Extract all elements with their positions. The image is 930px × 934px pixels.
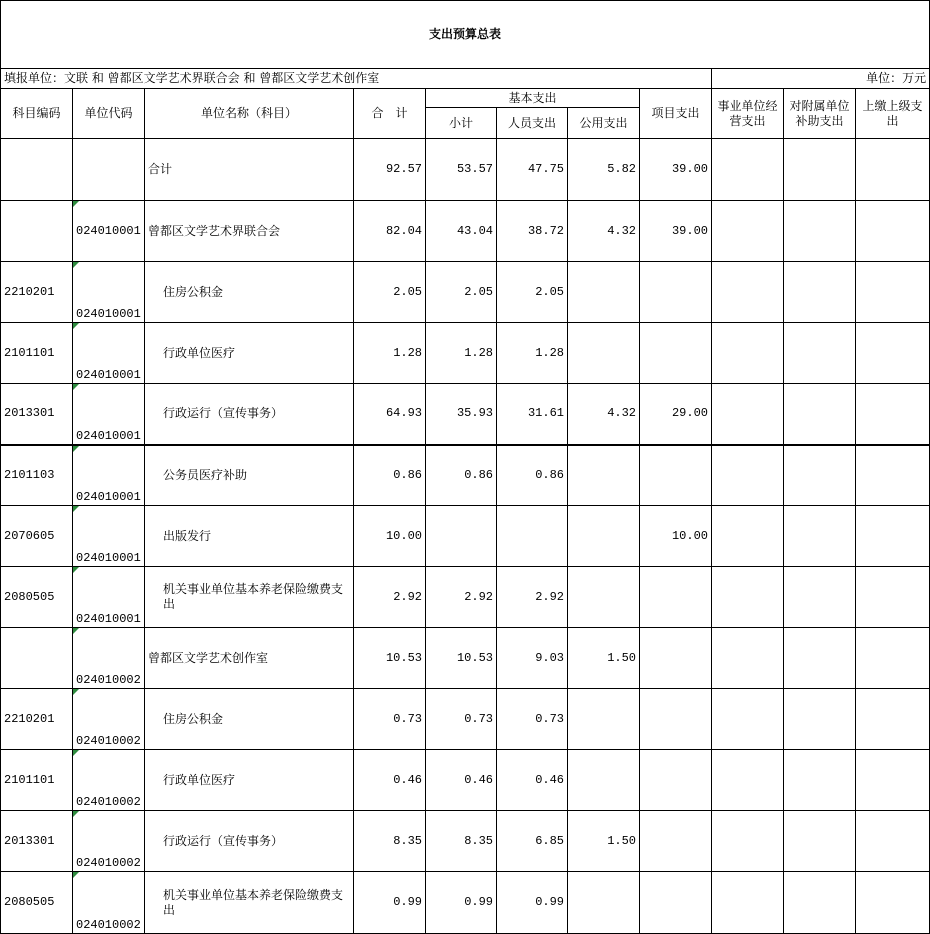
page-title: 支出预算总表	[1, 1, 930, 69]
table-row	[1, 689, 930, 750]
public-cell-text: 1.50	[607, 650, 636, 665]
unit-code-cell	[73, 750, 145, 811]
public-cell	[568, 506, 640, 567]
public-cell	[568, 384, 640, 445]
unit-name-cell	[145, 445, 354, 506]
text-number-indicator-icon	[73, 628, 79, 634]
project-cell	[640, 445, 712, 506]
unit-code-cell-text: 024010002	[76, 918, 141, 932]
subject-code-cell-text: 2101101	[4, 772, 55, 787]
personnel-cell	[497, 689, 568, 750]
total-cell-text: 92.57	[385, 162, 422, 176]
personnel-cell-text: 6.85	[535, 833, 564, 848]
upper-cell	[856, 872, 930, 934]
unit-name-cell-text: 住房公积金	[163, 711, 224, 726]
subtotal-cell-text: 43.04	[456, 223, 493, 238]
total-cell	[354, 139, 426, 201]
unit-code-cell-text: 024010001	[76, 551, 141, 565]
personnel-cell-text: 0.99	[535, 895, 564, 909]
subtotal-cell	[426, 506, 497, 567]
header-business: 事业单位经营支出	[712, 89, 784, 139]
table-row	[1, 628, 930, 689]
public-cell-text: 4.32	[607, 406, 636, 421]
header-public: 公用支出	[568, 108, 640, 139]
unit-name-cell	[145, 139, 354, 201]
subject-code-cell	[1, 262, 73, 323]
personnel-cell-text: 0.46	[535, 772, 564, 787]
total-cell	[354, 872, 426, 934]
subtotal-cell-text: 2.05	[464, 284, 493, 299]
subsidy-cell	[784, 567, 856, 628]
unit-name-cell	[145, 201, 354, 262]
subsidy-cell	[784, 811, 856, 872]
project-cell	[640, 384, 712, 445]
unit-code-cell	[73, 139, 145, 201]
unit-name-cell	[145, 750, 354, 811]
upper-cell	[856, 139, 930, 201]
subtotal-cell-text: 35.93	[456, 406, 493, 421]
header-total: 合 计	[354, 89, 426, 139]
text-number-indicator-icon	[73, 323, 79, 329]
subject-code-cell	[1, 628, 73, 689]
subtotal-cell	[426, 323, 497, 384]
unit-name-cell-text: 合计	[148, 162, 173, 176]
subsidy-cell	[784, 139, 856, 201]
subject-code-cell	[1, 506, 73, 567]
unit-name-cell-text: 曾都区文学艺术创作室	[148, 650, 269, 665]
unit-name-cell-text: 住房公积金	[163, 284, 224, 299]
table-row	[1, 384, 930, 445]
unit-name-cell	[145, 628, 354, 689]
subtotal-cell	[426, 262, 497, 323]
unit-code-cell	[73, 872, 145, 934]
subtotal-cell-text: 0.46	[464, 772, 493, 787]
project-cell	[640, 201, 712, 262]
subtotal-cell-text: 1.28	[464, 345, 493, 360]
total-cell	[354, 567, 426, 628]
upper-cell	[856, 323, 930, 384]
table-row	[1, 445, 930, 506]
business-cell	[712, 750, 784, 811]
subsidy-cell	[784, 872, 856, 934]
text-number-indicator-icon	[73, 872, 79, 878]
table-row	[1, 262, 930, 323]
subtotal-cell-text: 0.73	[464, 711, 493, 726]
total-cell-text: 0.99	[393, 895, 422, 909]
subsidy-cell	[784, 445, 856, 506]
project-cell	[640, 628, 712, 689]
table-row	[1, 323, 930, 384]
personnel-cell	[497, 628, 568, 689]
public-cell	[568, 567, 640, 628]
table-row	[1, 811, 930, 872]
unit-code-cell-text: 024010001	[76, 307, 141, 321]
header-subject-code: 科目编码	[1, 89, 73, 139]
text-number-indicator-icon	[73, 506, 79, 512]
business-cell	[712, 201, 784, 262]
public-cell	[568, 201, 640, 262]
subject-code-cell-text: 2013301	[4, 833, 55, 848]
unit-name-cell-text: 出版发行	[163, 528, 212, 543]
subject-code-cell	[1, 872, 73, 934]
business-cell	[712, 567, 784, 628]
header-unit-name: 单位名称（科目）	[145, 89, 354, 139]
personnel-cell	[497, 872, 568, 934]
unit-code-cell-text: 024010002	[76, 856, 141, 870]
unit-code-cell	[73, 384, 145, 445]
unit-code-cell-text: 024010002	[76, 673, 141, 687]
unit-code-cell-text: 024010002	[76, 734, 141, 748]
text-number-indicator-icon	[73, 262, 79, 268]
subject-code-cell-text: 2080505	[4, 589, 55, 604]
total-cell	[354, 689, 426, 750]
header-unit-code: 单位代码	[73, 89, 145, 139]
subject-code-cell	[1, 384, 73, 445]
project-cell	[640, 872, 712, 934]
unit-code-cell-text: 024010001	[76, 490, 141, 504]
total-cell-text: 82.04	[385, 223, 422, 238]
subject-code-cell	[1, 567, 73, 628]
header-basic: 基本支出	[426, 89, 640, 108]
total-cell	[354, 811, 426, 872]
subtotal-cell	[426, 445, 497, 506]
subsidy-cell	[784, 506, 856, 567]
project-cell-text: 10.00	[671, 528, 708, 543]
unit-code-cell-text: 024010001	[76, 368, 141, 382]
total-cell-text: 10.53	[385, 650, 422, 665]
project-cell-text: 29.00	[671, 406, 708, 421]
subject-code-cell	[1, 750, 73, 811]
total-cell-text: 10.00	[385, 528, 422, 543]
unit-name-cell-text: 行政单位医疗	[163, 772, 236, 787]
project-cell-text: 39.00	[671, 162, 708, 176]
public-cell	[568, 323, 640, 384]
subtotal-cell-text: 53.57	[456, 162, 493, 176]
unit-code-cell	[73, 689, 145, 750]
table-row	[1, 567, 930, 628]
subsidy-cell	[784, 262, 856, 323]
subtotal-cell	[426, 750, 497, 811]
total-cell-text: 2.92	[393, 589, 422, 604]
table-row	[1, 750, 930, 811]
unit-code-cell	[73, 262, 145, 323]
text-number-indicator-icon	[73, 811, 79, 817]
upper-cell	[856, 811, 930, 872]
unit-name-cell	[145, 262, 354, 323]
subtotal-cell-text: 2.92	[464, 589, 493, 604]
personnel-cell-text: 31.61	[527, 406, 564, 421]
unit-name-cell-text: 行政运行（宣传事务）	[163, 406, 284, 421]
personnel-cell	[497, 506, 568, 567]
project-cell	[640, 811, 712, 872]
text-number-indicator-icon	[73, 201, 79, 207]
total-cell-text: 0.73	[393, 711, 422, 726]
subject-code-cell-text: 2013301	[4, 406, 55, 421]
public-cell	[568, 872, 640, 934]
personnel-cell-text: 2.92	[535, 589, 564, 604]
subtotal-cell	[426, 689, 497, 750]
total-cell	[354, 628, 426, 689]
personnel-cell	[497, 567, 568, 628]
subject-code-cell	[1, 323, 73, 384]
subject-code-cell-text: 2210201	[4, 711, 55, 726]
subtotal-cell-text: 0.86	[464, 467, 493, 482]
personnel-cell-text: 38.72	[527, 223, 564, 238]
total-cell	[354, 384, 426, 445]
business-cell	[712, 689, 784, 750]
public-cell	[568, 811, 640, 872]
subtotal-cell	[426, 811, 497, 872]
business-cell	[712, 506, 784, 567]
subtotal-cell	[426, 384, 497, 445]
unit-name-cell	[145, 872, 354, 934]
business-cell	[712, 628, 784, 689]
public-cell-text: 4.32	[607, 223, 636, 238]
subtotal-cell-text: 10.53	[456, 650, 493, 665]
header-upper: 上缴上级支出	[856, 89, 930, 139]
public-cell-text: 5.82	[607, 162, 636, 176]
unit-name-cell-text: 机关事业单位基本养老保险缴费支出	[163, 887, 344, 917]
header-subtotal: 小计	[426, 108, 497, 139]
subject-code-cell	[1, 445, 73, 506]
total-cell-text: 64.93	[385, 406, 422, 421]
subject-code-cell	[1, 811, 73, 872]
upper-cell	[856, 689, 930, 750]
upper-cell	[856, 628, 930, 689]
subtotal-cell	[426, 139, 497, 201]
unit-code-cell-text: 024010001	[76, 428, 141, 443]
subtotal-cell	[426, 201, 497, 262]
personnel-cell	[497, 445, 568, 506]
subtotal-cell	[426, 872, 497, 934]
personnel-cell	[497, 323, 568, 384]
upper-cell	[856, 567, 930, 628]
business-cell	[712, 445, 784, 506]
personnel-cell	[497, 139, 568, 201]
unit-name-cell	[145, 384, 354, 445]
upper-cell	[856, 384, 930, 445]
unit-name-cell-text: 行政运行（宣传事务）	[163, 833, 284, 848]
subsidy-cell	[784, 689, 856, 750]
total-cell-text: 1.28	[393, 345, 422, 360]
unit-code-cell-text: 024010001	[76, 223, 141, 238]
total-cell	[354, 201, 426, 262]
subject-code-cell	[1, 689, 73, 750]
subsidy-cell	[784, 750, 856, 811]
unit-code-cell-text: 024010001	[76, 612, 141, 626]
subject-code-cell-text: 2080505	[4, 895, 55, 909]
fill-unit-label: 填报单位：文联 和 曾都区文学艺术界联合会 和 曾都区文学艺术创作室	[1, 69, 712, 89]
personnel-cell-text: 9.03	[535, 650, 564, 665]
subtotal-cell-text: 8.35	[464, 833, 493, 848]
unit-code-cell	[73, 628, 145, 689]
subtotal-cell	[426, 628, 497, 689]
unit-code-cell	[73, 567, 145, 628]
subsidy-cell	[784, 201, 856, 262]
unit-name-cell	[145, 506, 354, 567]
total-cell	[354, 445, 426, 506]
public-cell	[568, 139, 640, 201]
project-cell	[640, 262, 712, 323]
unit-name-cell-text: 公务员医疗补助	[163, 467, 248, 482]
personnel-cell	[497, 750, 568, 811]
table-row	[1, 506, 930, 567]
unit-code-cell	[73, 323, 145, 384]
subject-code-cell	[1, 139, 73, 201]
total-cell-text: 0.46	[393, 772, 422, 787]
subsidy-cell	[784, 628, 856, 689]
table-row	[1, 201, 930, 262]
project-cell	[640, 139, 712, 201]
upper-cell	[856, 201, 930, 262]
unit-name-cell	[145, 567, 354, 628]
public-cell	[568, 262, 640, 323]
text-number-indicator-icon	[73, 567, 79, 573]
subject-code-cell-text: 2101101	[4, 345, 55, 360]
text-number-indicator-icon	[73, 689, 79, 695]
text-number-indicator-icon	[73, 750, 79, 756]
header-personnel: 人员支出	[497, 108, 568, 139]
upper-cell	[856, 750, 930, 811]
subject-code-cell-text: 2070605	[4, 528, 55, 543]
unit-code-cell	[73, 506, 145, 567]
unit-name-cell	[145, 323, 354, 384]
project-cell	[640, 750, 712, 811]
business-cell	[712, 262, 784, 323]
project-cell	[640, 567, 712, 628]
unit-name-cell-text: 曾都区文学艺术界联合会	[148, 223, 281, 238]
business-cell	[712, 323, 784, 384]
table-row	[1, 872, 930, 934]
public-cell	[568, 628, 640, 689]
personnel-cell	[497, 811, 568, 872]
personnel-cell	[497, 384, 568, 445]
subtotal-cell	[426, 567, 497, 628]
unit-code-cell	[73, 445, 145, 506]
personnel-cell-text: 0.73	[535, 711, 564, 726]
unit-code-cell-text: 024010002	[76, 795, 141, 809]
personnel-cell	[497, 201, 568, 262]
personnel-cell	[497, 262, 568, 323]
public-cell	[568, 445, 640, 506]
personnel-cell-text: 1.28	[535, 345, 564, 360]
subject-code-cell-text: 2101103	[4, 467, 55, 482]
text-number-indicator-icon	[73, 446, 79, 452]
unit-name-cell	[145, 689, 354, 750]
upper-cell	[856, 445, 930, 506]
public-cell	[568, 689, 640, 750]
personnel-cell-text: 47.75	[527, 162, 564, 176]
project-cell	[640, 689, 712, 750]
unit-name-cell-text: 机关事业单位基本养老保险缴费支出	[163, 582, 344, 611]
personnel-cell-text: 0.86	[535, 467, 564, 482]
personnel-cell-text: 2.05	[535, 284, 564, 299]
business-cell	[712, 811, 784, 872]
total-cell	[354, 262, 426, 323]
business-cell	[712, 384, 784, 445]
public-cell-text: 1.50	[607, 833, 636, 848]
total-cell	[354, 323, 426, 384]
text-number-indicator-icon	[73, 384, 79, 390]
unit-name-cell	[145, 811, 354, 872]
total-cell	[354, 750, 426, 811]
total-cell-text: 0.86	[393, 467, 422, 482]
unit-code-cell	[73, 201, 145, 262]
project-cell-text: 39.00	[671, 223, 708, 238]
project-cell	[640, 506, 712, 567]
header-subsidy: 对附属单位补助支出	[784, 89, 856, 139]
business-cell	[712, 139, 784, 201]
public-cell	[568, 750, 640, 811]
unit-label: 单位：万元	[712, 69, 930, 89]
subtotal-cell-text: 0.99	[464, 895, 493, 909]
subject-code-cell-text: 2210201	[4, 284, 55, 299]
subsidy-cell	[784, 323, 856, 384]
business-cell	[712, 872, 784, 934]
total-cell	[354, 506, 426, 567]
subject-code-cell	[1, 201, 73, 262]
table-row	[1, 139, 930, 201]
upper-cell	[856, 506, 930, 567]
upper-cell	[856, 262, 930, 323]
unit-name-cell-text: 行政单位医疗	[163, 345, 236, 360]
project-cell	[640, 323, 712, 384]
unit-code-cell	[73, 811, 145, 872]
subsidy-cell	[784, 384, 856, 445]
header-project: 项目支出	[640, 89, 712, 139]
total-cell-text: 2.05	[393, 284, 422, 299]
total-cell-text: 8.35	[393, 833, 422, 848]
